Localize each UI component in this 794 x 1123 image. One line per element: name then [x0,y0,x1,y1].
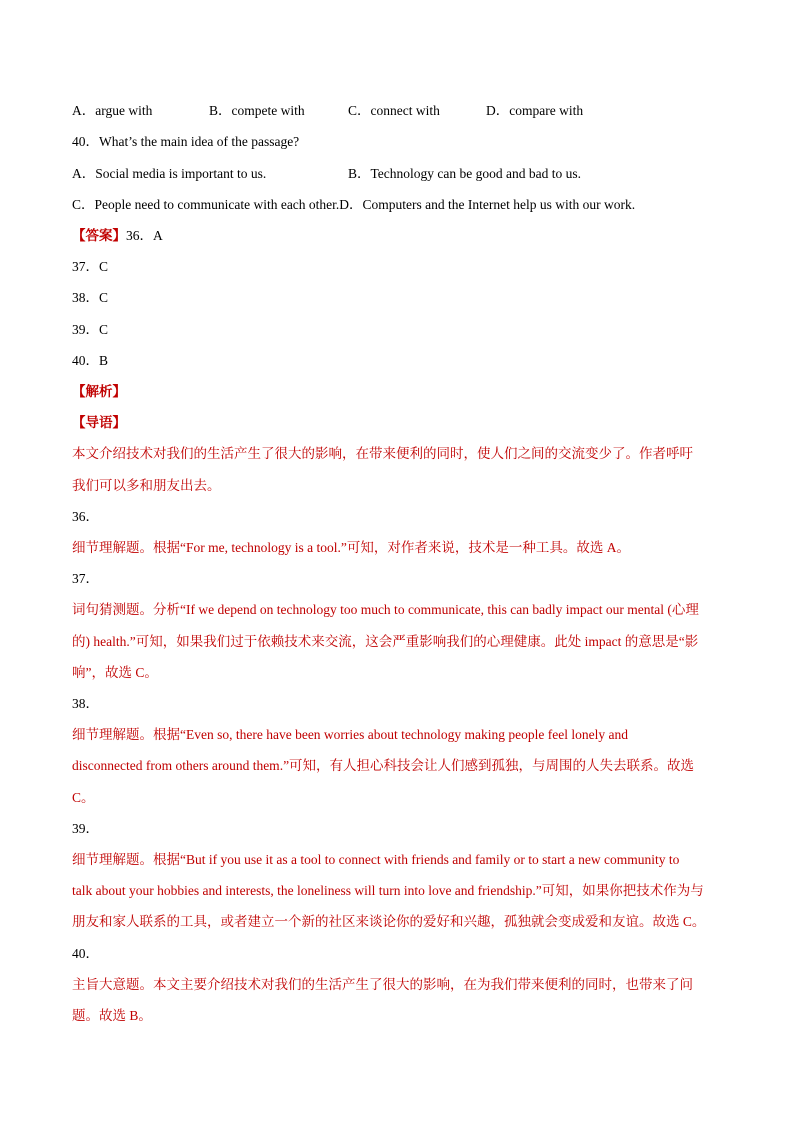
analysis-label: 【解析】 [72,384,126,399]
q40-option-b: B．Technology can be good and bad to us. [348,166,582,181]
explanation-36-line: 细节理解题。根据“For me, technology is a tool.”可知，对作者来说，技术是一种工具。故选 A。 [72,540,630,555]
explanation-number-38: 38． [72,696,99,711]
q39-option-d: D．compare with [486,103,584,118]
q39-option-a: A．argue with [72,103,153,118]
explanation-37-line: 的) health.”可知，如果我们过于依赖技术来交流，这会严重影响我们的心理健康。此处 impact 的意思是“影 [72,634,699,649]
answer-36: 36．A [126,228,163,243]
explanation-number-37: 37． [72,571,99,586]
intro-text-line: 本文介绍技术对我们的生活产生了很大的影响，在带来便利的同时，使人们之间的交流变少了。作者呼吁 [72,446,693,461]
explanation-39-line: 朋友和家人联系的工具，或者建立一个新的社区来谈论你的爱好和兴趣，孤独就会变成爱和友谊。故选 C。 [72,914,706,929]
explanation-number-40: 40． [72,946,99,961]
explanation-37-line: 响”，故选 C。 [72,665,158,680]
q40-option-a: A．Social media is important to us. [72,166,267,181]
explanation-38-line: disconnected from others around them.”可知，有人担心科技会让人们感到孤独，与周围的人失去联系。故选 [72,758,695,773]
explanation-number-36: 36． [72,509,99,524]
q40-option-c-d: C．People need to communicate with each other.D．Computers and the Internet help us with our work. [72,197,636,212]
q39-option-b: B．compete with [209,103,305,118]
explanation-40-line: 主旨大意题。本文主要介绍技术对我们的生活产生了很大的影响，在为我们带来便利的同时，也带来了问 [72,977,693,992]
answer-38: 38．C [72,290,109,305]
answer-40: 40．B [72,353,109,368]
explanation-40-line: 题。故选 B。 [72,1008,152,1023]
q40-stem: 40．What’s the main idea of the passage? [72,134,300,149]
answer-37: 37．C [72,259,109,274]
q39-option-c: C．connect with [348,103,440,118]
intro-label: 【导语】 [72,415,126,430]
explanation-37-line: 词句猜测题。分析“If we depend on technology too much to communicate, this can badly impact our mental (心理 [72,602,699,617]
explanation-39-line: talk about your hobbies and interests, the loneliness will turn into love and friendship.”可知，如果你把技术作为与 [72,883,704,898]
answer-label: 【答案】 [72,228,126,243]
explanation-38-line: C。 [72,790,95,805]
explanation-38-line: 细节理解题。根据“Even so, there have been worries about technology making people feel lonely and [72,727,628,742]
intro-text-line: 我们可以多和朋友出去。 [72,478,221,493]
explanation-number-39: 39． [72,821,99,836]
answer-39: 39．C [72,322,109,337]
explanation-39-line: 细节理解题。根据“But if you use it as a tool to connect with friends and family or to start a new community to [72,852,680,867]
answer-block-first [72,227,163,245]
